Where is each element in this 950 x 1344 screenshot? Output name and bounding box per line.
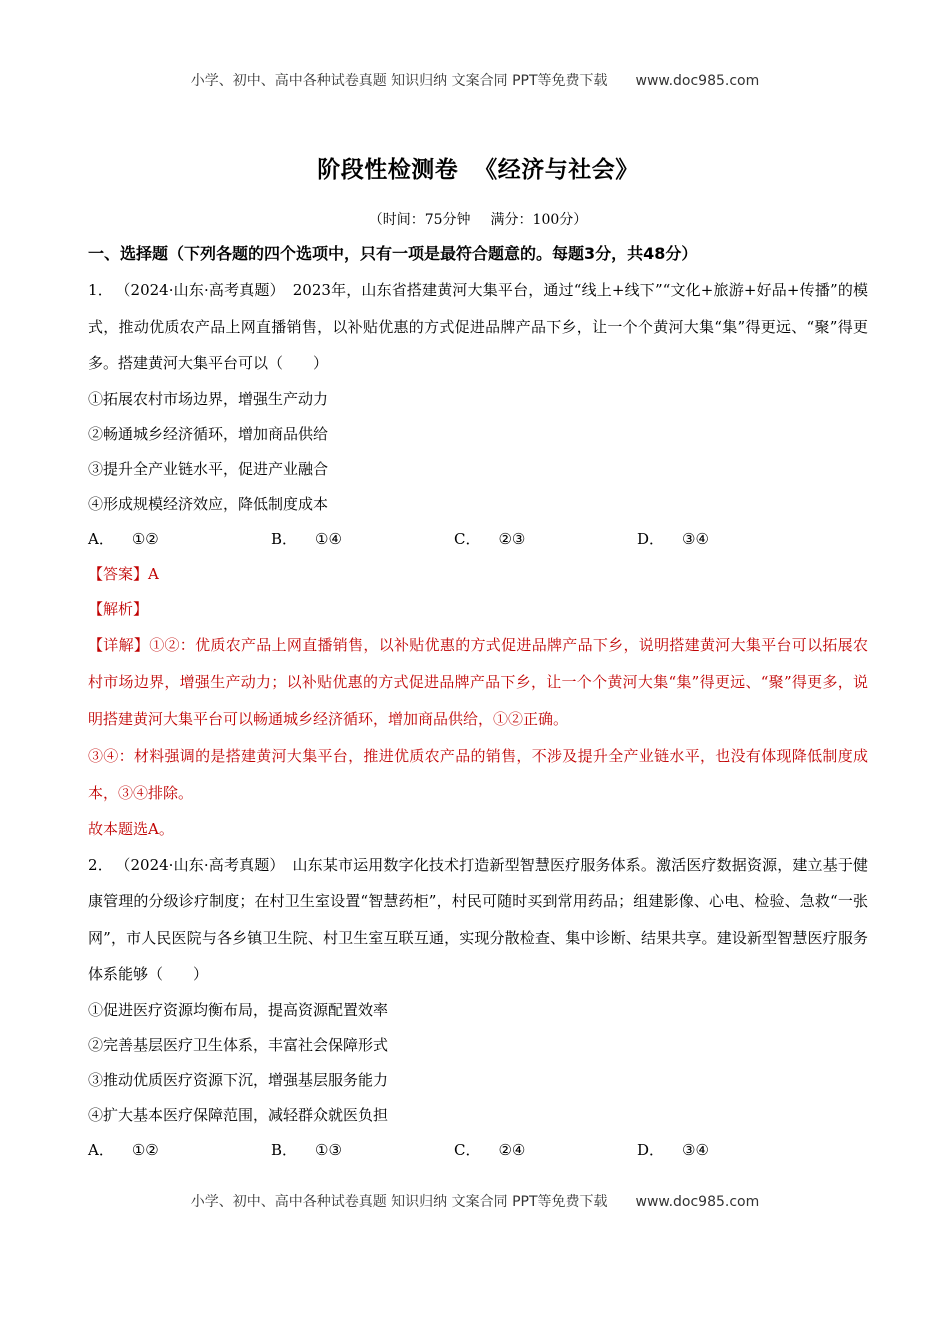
footer-banner-url[interactable]: www.doc985.com (635, 1194, 760, 1210)
option-a[interactable]: A． ①② (88, 529, 159, 548)
conclusion: 故本题选A。 (88, 819, 174, 838)
question-1-statement-4: ④形成规模经济效应，降低制度成本 (88, 494, 329, 513)
detail-label: 【详解】 (88, 635, 150, 654)
question-2 (88, 847, 868, 1168)
header-banner-url[interactable]: www.doc985.com (635, 73, 760, 89)
question-2-text: 山东某市运用数字化技术打造新型智慧医疗服务体系。激活医疗数据资源，建立基于健康管理的分级诊疗制度；在村卫生室设置“智慧药柜”，村民可随时买到常用药品；组建影像、心电、检验、急救“一张网”，市人民医院与各乡镇卫生院、村卫生室互联互通，实现分散检查、集中诊断、结果共享。建设新型智慧医疗服务体系能够（ ） (88, 855, 868, 983)
question-1-options (88, 522, 868, 557)
option-d[interactable]: D． ③④ (637, 529, 709, 548)
question-2-statement-4: ④扩大基本医疗保障范围，减轻群众就医负担 (88, 1105, 389, 1124)
detail-paragraph-1: 【详解】①②：优质农产品上网直播销售，以补贴优惠的方式促进品牌产品下乡，说明搭建黄河大集平台可以拓展农村市场边界，增强生产动力；以补贴优惠的方式促进品牌产品下乡，让一个个黄河大集“集”得更远、“聚”得更多，说明搭建黄河大集平台可以畅通城乡经济循环，增加商品供给，①②正确。 (88, 635, 868, 728)
option-b[interactable]: B． ①④ (271, 529, 342, 548)
exam-score: 满分：100分） (490, 212, 588, 228)
title-main: 阶段性检测卷 (317, 157, 459, 183)
answer-line (88, 557, 868, 592)
question-2-statement-3: ③推动优质医疗资源下沉，增强基层服务能力 (88, 1070, 389, 1089)
title-subject: 《经济与社会》 (474, 157, 639, 183)
question-1-statement-1: ①拓展农村市场边界，增强生产动力 (88, 389, 329, 408)
question-2-number: 2． (88, 855, 113, 874)
section-heading: 一、选择题（下列各题的四个选项中，只有一项是最符合题意的。每题3分，共48分） (88, 244, 698, 263)
option-c[interactable]: C． ②④ (454, 1140, 526, 1159)
answer-value: A (148, 564, 159, 583)
header-banner (0, 70, 950, 90)
question-2-stem (88, 847, 868, 993)
option-a[interactable]: A． ①② (88, 1140, 159, 1159)
question-1-statement-2: ②畅通城乡经济循环，增加商品供给 (88, 424, 329, 443)
question-1-text: 2023年，山东省搭建黄河大集平台，通过“线上+线下”“文化+旅游+好品+传播”的模式，推动优质农产品上网直播销售，以补贴优惠的方式促进品牌产品下乡，让一个个黄河大集“集”得更远、“聚”得更多。搭建黄河大集平台可以（ ） (88, 281, 868, 372)
question-1 (88, 272, 868, 847)
page-title (88, 150, 868, 190)
analysis-label: 【解析】 (88, 599, 149, 618)
question-1-number: 1． (88, 281, 113, 299)
question-1-statement-3: ③提升全产业链水平，促进产业融合 (88, 459, 329, 478)
question-1-stem (88, 272, 868, 382)
answer-label: 【答案】 (88, 564, 149, 583)
footer-banner (0, 1191, 950, 1211)
document-body (88, 150, 868, 1168)
header-banner-text: 小学、初中、高中各种试卷真题 知识归纳 文案合同 PPT等免费下载 (190, 73, 608, 89)
footer-banner-text: 小学、初中、高中各种试卷真题 知识归纳 文案合同 PPT等免费下载 (190, 1194, 608, 1210)
detail-paragraph-2: ③④：材料强调的是搭建黄河大集平台，推进优质农产品的销售，不涉及提升全产业链水平，也没有体现降低制度成本，③④排除。 (88, 746, 868, 802)
question-2-statement-1: ①促进医疗资源均衡布局，提高资源配置效率 (88, 1000, 389, 1019)
option-c[interactable]: C． ②③ (454, 529, 526, 548)
question-2-options (88, 1133, 868, 1168)
question-2-statement-2: ②完善基层医疗卫生体系，丰富社会保障形式 (88, 1035, 389, 1054)
option-b[interactable]: B． ①③ (271, 1140, 342, 1159)
option-d[interactable]: D． ③④ (637, 1140, 709, 1159)
question-1-source: （2024·山东·高考真题） (122, 281, 285, 299)
question-2-source: （2024·山东·高考真题） (122, 855, 285, 874)
exam-meta (88, 208, 868, 232)
exam-time: （时间：75分钟 (368, 212, 471, 228)
